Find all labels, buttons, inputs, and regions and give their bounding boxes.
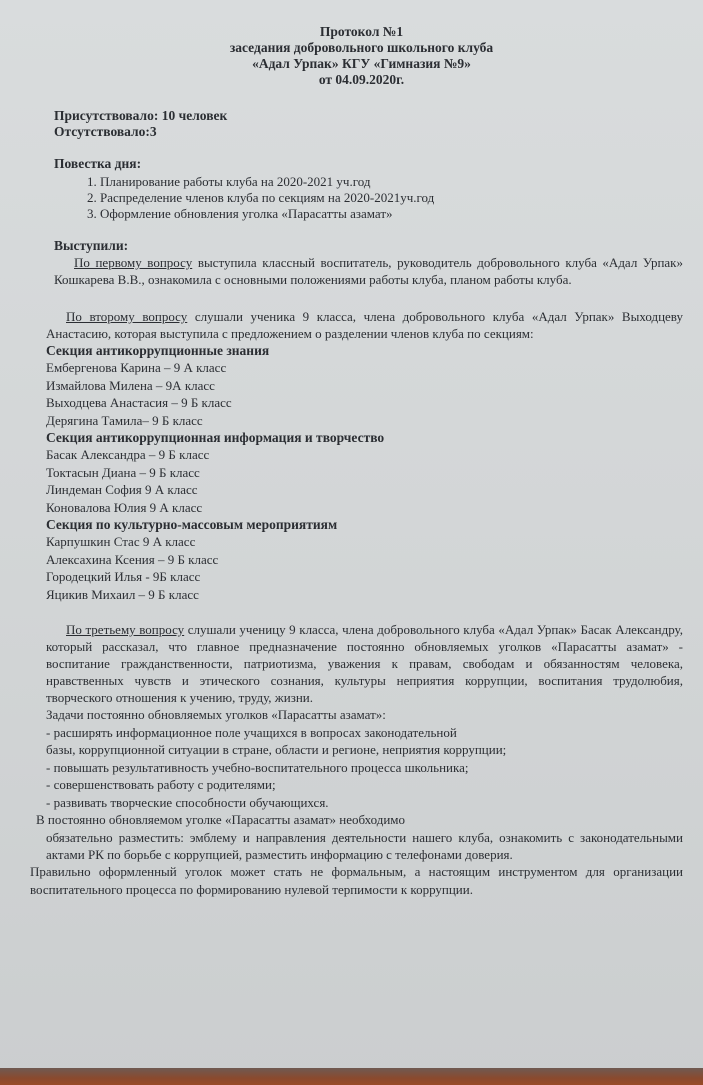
attendance [54,108,683,140]
task-item: - повышать результативность учебно-воспитательного процесса школьника; [46,759,469,775]
task-item: - совершенствовать работу с родителями; [46,777,276,792]
section-title: Секция антикоррупционная информация и творчество [46,430,385,445]
second-question-paragraph [46,308,683,342]
tasks-heading: Задачи постоянно обновляемых уголков «Парасатты азамат»: [46,707,386,722]
present-count: Присутствовало: 10 человек [54,108,228,123]
closing-paragraph: Правильно оформленный уголок может стать не формальным, а настоящим инструментом для организации воспитательного процесса по формированию нулевой терпимости к коррупции. [30,863,683,897]
member-item: Выходцева Анастасия – 9 Б класс [46,395,232,410]
table-edge [0,1068,703,1085]
document-title [40,24,683,88]
agenda-heading: Повестка дня: [54,156,142,171]
speakers-heading: Выступили: [54,238,129,253]
section-cultural-events [40,516,683,603]
section-title: Секция антикоррупционные знания [46,343,270,358]
corner-requirements: обязательно разместить: эмблему и направления деятельности нашего клуба, ознакомить с законодательными актами РК по борьбе с коррупцией, разместить информацию с телефонами доверия. [46,829,683,862]
title-line-3: «Адал Урпак» КГУ «Гимназия №9» [252,56,471,71]
first-question-paragraph [54,254,683,288]
task-item: - развивать творческие способности обучающихся. [46,794,329,810]
section-anticorruption-knowledge [40,342,683,429]
member-item: Карпушкин Стас 9 А класс [46,534,196,549]
member-item: Ембергенова Карина – 9 А класс [46,360,227,375]
title-line-2: заседания добровольного школьного клуба [229,40,494,55]
task-item: - расширять информационное поле учащихся в вопросах законодательной [46,724,457,740]
member-item: Городецкий Илья - 9Б класс [46,569,201,584]
member-item: Басак Александра – 9 Б класс [46,447,210,462]
absent-count: Отсутствовало:3 [54,124,157,139]
agenda-list [40,174,683,222]
member-item: Дерягина Тамила– 9 Б класс [46,412,203,428]
section-title: Секция по культурно-массовым мероприятиям [46,517,338,532]
member-item: Коновалова Юлия 9 А класс [46,499,203,515]
third-question-label: По третьему вопросу [66,622,185,637]
third-question-text: слушали ученицу 9 класса, члена добровольного клуба «Адал Урпак» Басак Александру, который рассказал, что главное предназначение постоянно обновляемых уголков «Парасатты азамат» - воспитание гражданственности, патриотизма, уважения к правам, свободам и обязанностям человека, нравственных чувств и этического сознания, культуры неприятия коррупции, воспитания трудолюбия, творческого отношения к учению, труду, жизни. [46,622,683,705]
member-item: Линдеман София 9 А класс [46,482,198,497]
first-question-text: выступила классный воспитатель, руководитель добровольного клуба «Адал Урпак» Кошкарева В.В., ознакомила с основными положениями работы клуба, планом работы клуба. [54,255,683,287]
second-question-text: слушали ученика 9 класса, члена добровольного клуба «Адал Урпак» Выходцеву Анастасию, которая выступила с предложением о разделении членов клуба по секциям: [46,309,684,341]
second-question-label: По второму вопросу [66,309,188,324]
title-date: от 04.09.2020г. [318,72,405,87]
corner-intro: В постоянно обновляемом уголке «Парасатты азамат» необходимо [36,812,406,827]
agenda-item: 2. Распределение членов клуба по секциям на 2020-2021уч.год [100,190,683,206]
agenda-item: 1. Планирование работы клуба на 2020-2021 уч.год [100,174,683,190]
member-item: Алексахина Ксения – 9 Б класс [46,551,219,567]
title-line-1: Протокол №1 [319,24,404,39]
third-question-paragraph [46,621,683,706]
first-question-label: По первому вопросу [74,255,193,270]
member-item: Яцикив Михаил – 9 Б класс [46,586,199,602]
section-anticorruption-information [40,429,683,516]
task-item-continued: базы, коррупционной ситуации в стране, области и регионе, неприятия коррупции; [46,742,507,757]
agenda-item: 3. Оформление обновления уголка «Парасатты азамат» [100,206,683,222]
member-item: Токтасын Диана – 9 Б класс [46,464,200,480]
member-item: Измайлова Милена – 9А класс [46,377,215,393]
